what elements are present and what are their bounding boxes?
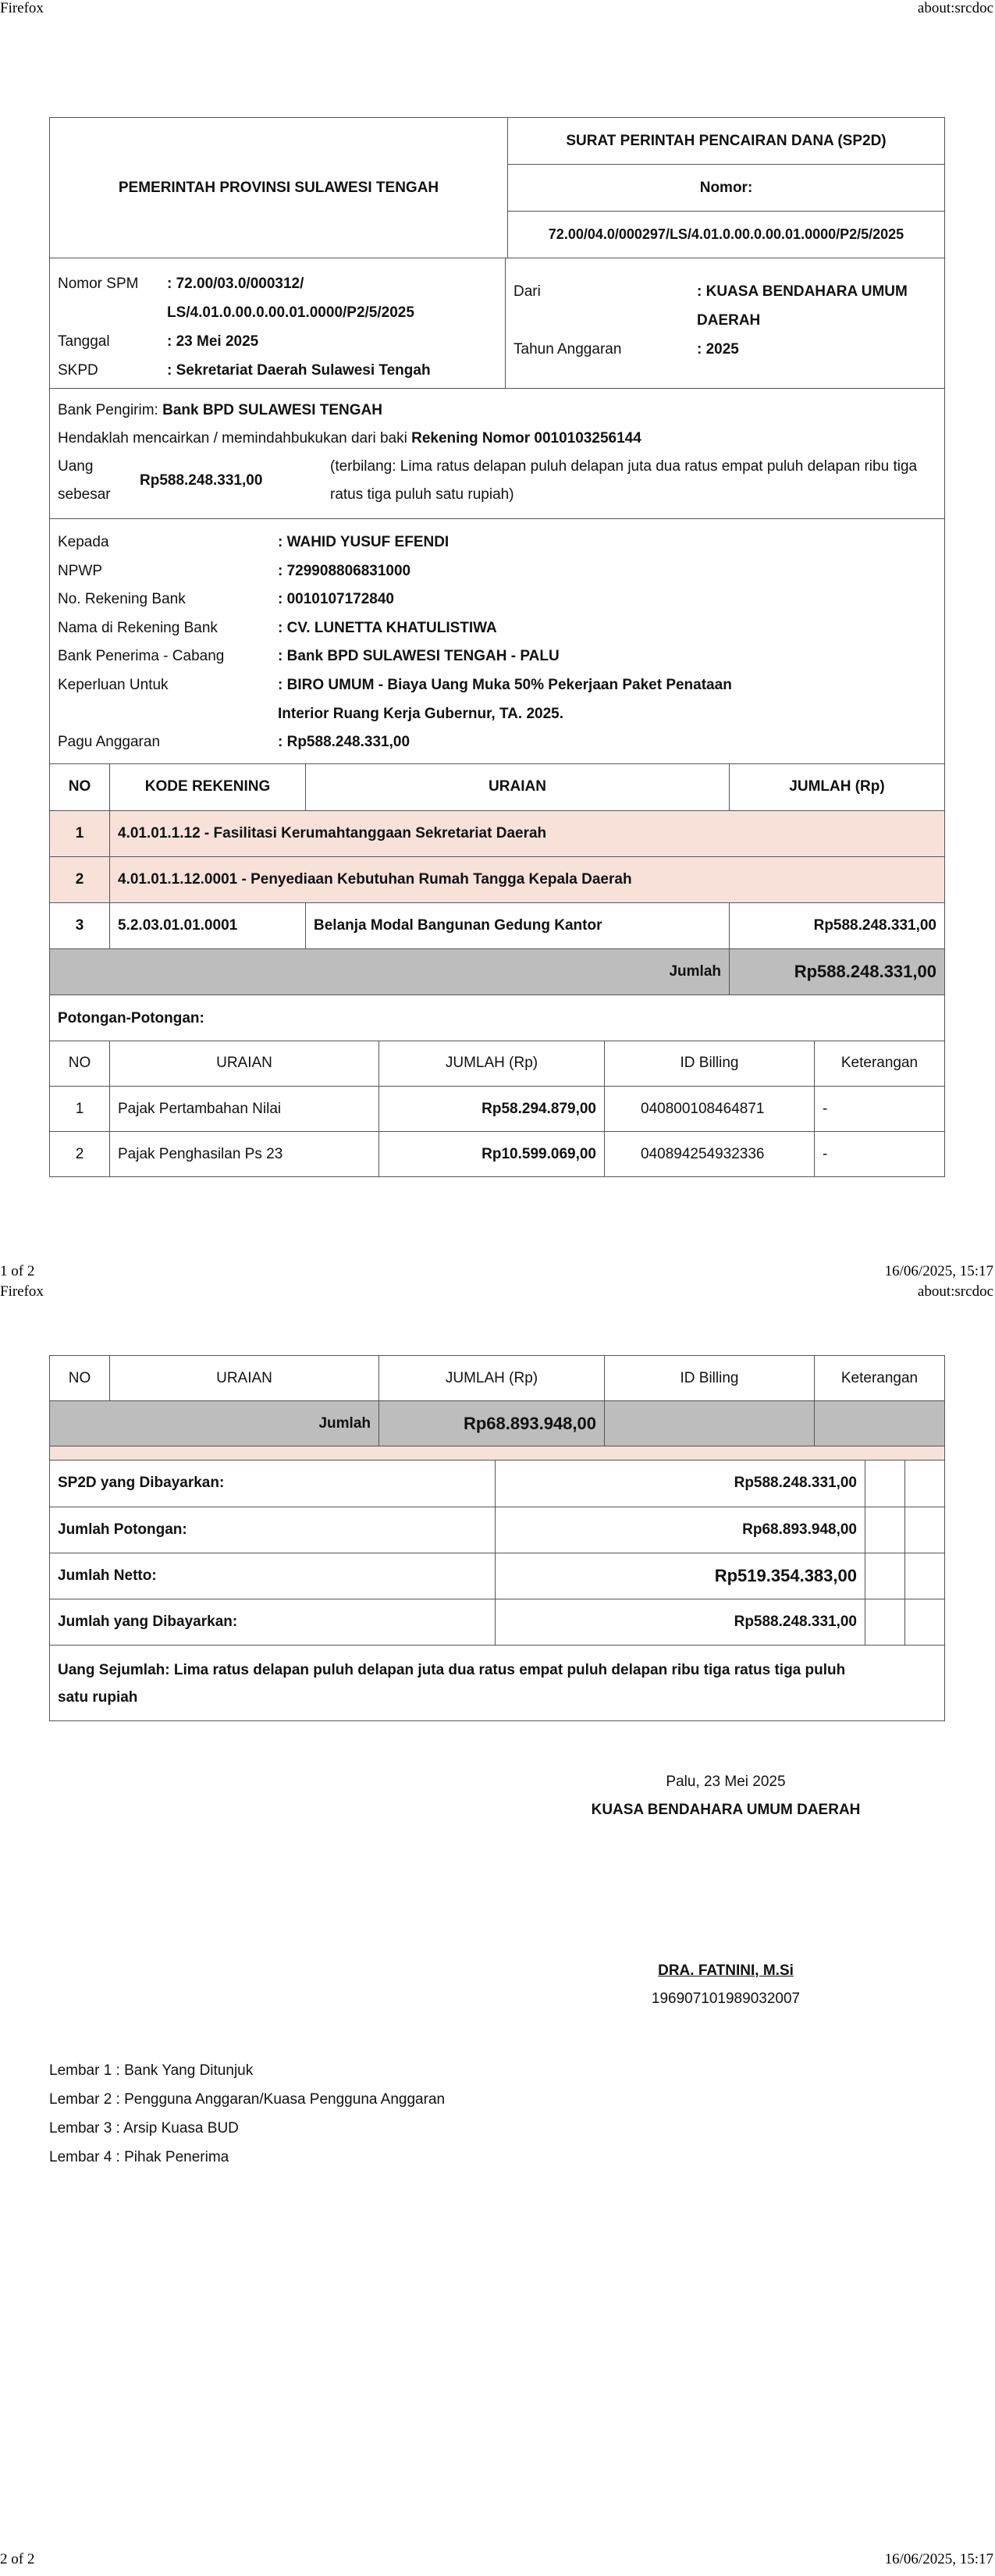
keperluan-label-2 [58,700,278,729]
print-datetime: 16/06/2025, 15:17 [884,2551,993,2567]
summary-value: Rp588.248.331,00 [496,1599,865,1645]
pot-col-jumlah: JUMLAH (Rp) [379,1041,605,1087]
signature-block [546,1774,905,2019]
tahun-anggaran-label: Tahun Anggaran [513,341,622,358]
rekening-label: Rekening Nomor [411,430,531,447]
summary-value: Rp519.354.383,00 [496,1553,865,1599]
dari-value-2: DAERAH [697,312,761,329]
nomor-spm-label: Nomor SPM [58,276,139,292]
row-text: 4.01.01.1.12 - Fasilitasi Kerumahtanggaan Sekretariat Daerah [110,810,945,856]
pot-col-no: NO [50,1356,110,1401]
tahun-anggaran-value: : 2025 [697,341,739,358]
pot-col-billing: ID Billing [605,1041,815,1087]
summary-value: Rp588.248.331,00 [496,1461,865,1507]
org-name: PEMERINTAH PROVINSI SULAWESI TENGAH [50,118,508,258]
bank-pengirim-label: Bank Pengirim: [58,402,158,418]
pagu-label: Pagu Anggaran [58,734,161,751]
potongan-jumlah-row [50,1401,945,1446]
place-date: Palu, 23 Mei 2025 [666,1774,786,1790]
pot-col-jumlah: JUMLAH (Rp) [379,1356,605,1401]
col-kode-rekening: KODE REKENING [110,764,306,810]
spm-block [49,258,945,389]
pot-col-uraian: URAIAN [110,1041,379,1087]
no-rekening-label: No. Rekening Bank [58,591,186,608]
row-text: 4.01.01.1.12.0001 - Penyediaan Kebutuhan Rumah Tangga Kepala Daerah [110,856,945,902]
potongan-table-continued [49,1355,945,1446]
row-uraian: Belanja Modal Bangunan Gedung Kantor [306,902,730,948]
skpd-label: SKPD [58,362,98,379]
pot-billing: 040800108464871 [605,1087,815,1132]
sebesar-label: sebesar [58,486,111,503]
bank-block [49,389,945,519]
npwp-value: : 729908806831000 [278,562,411,579]
pot-uraian: Pajak Pertambahan Nilai [110,1087,379,1132]
pot-keterangan: - [815,1087,945,1132]
summary-table [49,1461,945,1646]
sp2d-document-page1 [49,117,945,1177]
row-no: 3 [50,902,110,948]
pot-no: 1 [50,1087,110,1132]
potongan-jumlah-value: Rp68.893.948,00 [379,1401,605,1446]
nama-rekening-label: Nama di Rekening Bank [58,619,218,636]
browser-app-name: Firefox [0,0,44,16]
list-item: Lembar 4 : Pihak Penerima [49,2149,229,2165]
list-item: Lembar 3 : Arsip Kuasa BUD [49,2120,239,2137]
pot-jumlah: Rp58.294.879,00 [379,1087,605,1132]
nomor-label: Nomor: [508,165,945,212]
keperluan-value: : BIRO UMUM - Biaya Uang Muka 50% Pekerjaan Paket Penataan [278,676,732,693]
rekening-value: 0010103256144 [534,430,641,447]
uang-sejumlah [49,1646,945,1721]
summary-label: Jumlah yang Dibayarkan: [50,1599,496,1645]
lembar-list [49,2056,445,2172]
pot-no: 2 [50,1132,110,1177]
nomor-value: 72.00/04.0/000297/LS/4.01.0.00.0.00.01.0000/P2/5/2025 [508,212,945,258]
print-datetime: 16/06/2025, 15:17 [884,1263,993,1279]
kepada-label: Kepada [58,534,109,550]
summary-label: Jumlah Netto: [50,1553,496,1599]
table-row [50,902,945,948]
pot-uraian: Pajak Penghasilan Ps 23 [110,1132,379,1177]
uang-sejumlah-line-2: satu rupiah [58,1688,138,1706]
summary-label: Jumlah Potongan: [50,1507,496,1553]
pot-col-keterangan: Keterangan [815,1041,945,1087]
dari-value: : KUASA BENDAHARA UMUM [697,283,908,300]
col-no: NO [50,764,110,810]
table-row [50,1087,945,1132]
signer-name: DRA. FATNINI, M.Si [658,1962,794,1979]
pot-col-billing: ID Billing [605,1356,815,1401]
browser-footer-page1 [0,1263,995,1282]
jumlah-row [50,948,945,994]
kepada-value: : WAHID YUSUF EFENDI [278,534,450,550]
rekening-table [49,764,945,995]
penerima-block [49,519,945,764]
keperluan-value-2: Interior Ruang Kerja Gubernur, TA. 2025. [278,705,564,722]
jumlah-value: Rp588.248.331,00 [730,948,945,994]
pagu-value: : Rp588.248.331,00 [278,734,410,751]
browser-header-page2 [0,1283,995,1302]
row-jumlah: Rp588.248.331,00 [730,902,945,948]
instruksi-text: Hendaklah mencairkan / memindahbukukan dari baki [58,430,407,447]
pot-col-uraian: URAIAN [110,1356,379,1401]
no-rekening-value: : 0010107172840 [278,591,394,608]
bank-penerima-value: : Bank BPD SULAWESI TENGAH - PALU [278,648,560,665]
terbilang-line-2: ratus tiga puluh satu rupiah) [330,486,514,503]
browser-app-name: Firefox [0,1283,44,1300]
dari-label: Dari [513,283,541,300]
skpd-value: : Sekretariat Daerah Sulawesi Tengah [167,362,431,379]
summary-value: Rp68.893.948,00 [496,1507,865,1553]
pot-billing: 040894254932336 [605,1132,815,1177]
row-kode: 5.2.03.01.01.0001 [110,902,306,948]
browser-url: about:srcdoc [917,1283,993,1300]
npwp-label: NPWP [58,562,102,579]
signer-nip: 196907101989032007 [651,1991,801,2007]
list-item: Lembar 2 : Pengguna Anggaran/Kuasa Pengguna Anggaran [49,2091,446,2108]
keperluan-label: Keperluan Untuk [58,676,169,693]
tanggal-label: Tanggal [58,333,110,350]
table-row [50,856,945,902]
terbilang-line-1: (terbilang: Lima ratus delapan puluh delapan juta dua ratus empat puluh delapan ribu tiga [330,458,918,475]
pot-keterangan: - [815,1132,945,1177]
sp2d-document-page2 [49,1355,945,1721]
browser-footer-page2 [0,2551,995,2570]
bank-penerima-label: Bank Penerima - Cabang [58,648,225,665]
col-jumlah: JUMLAH (Rp) [730,764,945,810]
doc-title: SURAT PERINTAH PENCAIRAN DANA (SP2D) [508,118,945,165]
uang-sejumlah-line-1: Uang Sejumlah: Lima ratus delapan puluh delapan juta dua ratus empat puluh delapan ribu tiga ratus tiga puluh [58,1661,846,1678]
pot-col-no: NO [50,1041,110,1087]
uang-value: Rp588.248.331,00 [140,472,263,489]
header-table [49,117,945,258]
tanggal-value: : 23 Mei 2025 [167,333,259,350]
potongan-jumlah-label: Jumlah [50,1401,379,1446]
potongan-table [49,1041,945,1178]
pot-jumlah: Rp10.599.069,00 [379,1132,605,1177]
nama-rekening-value: : CV. LUNETTA KHATULISTIWA [278,619,497,636]
nomor-spm-value: : 72.00/03.0/000312/ [167,276,304,292]
row-no: 1 [50,810,110,856]
table-row [50,1132,945,1177]
bank-pengirim-value: Bank BPD SULAWESI TENGAH [162,402,382,418]
browser-url: about:srcdoc [917,0,993,16]
page-number: 1 of 2 [0,1263,35,1279]
pot-col-keterangan: Keterangan [815,1356,945,1401]
browser-header-page1 [0,0,995,19]
potongan-title: Potongan-Potongan: [49,995,945,1041]
list-item: Lembar 1 : Bank Yang Ditunjuk [49,2062,254,2079]
summary-label: SP2D yang Dibayarkan: [50,1461,496,1507]
jumlah-label: Jumlah [50,948,730,994]
col-uraian: URAIAN [306,764,730,810]
uang-label: Uang [58,458,94,475]
signature-title: KUASA BENDAHARA UMUM DAERAH [591,1802,861,1818]
separator-band [49,1446,945,1461]
nomor-spm-value-2: LS/4.01.0.00.0.00.01.0000/P2/5/2025 [167,304,414,321]
table-row [50,810,945,856]
page-number: 2 of 2 [0,2551,35,2567]
row-no: 2 [50,856,110,902]
